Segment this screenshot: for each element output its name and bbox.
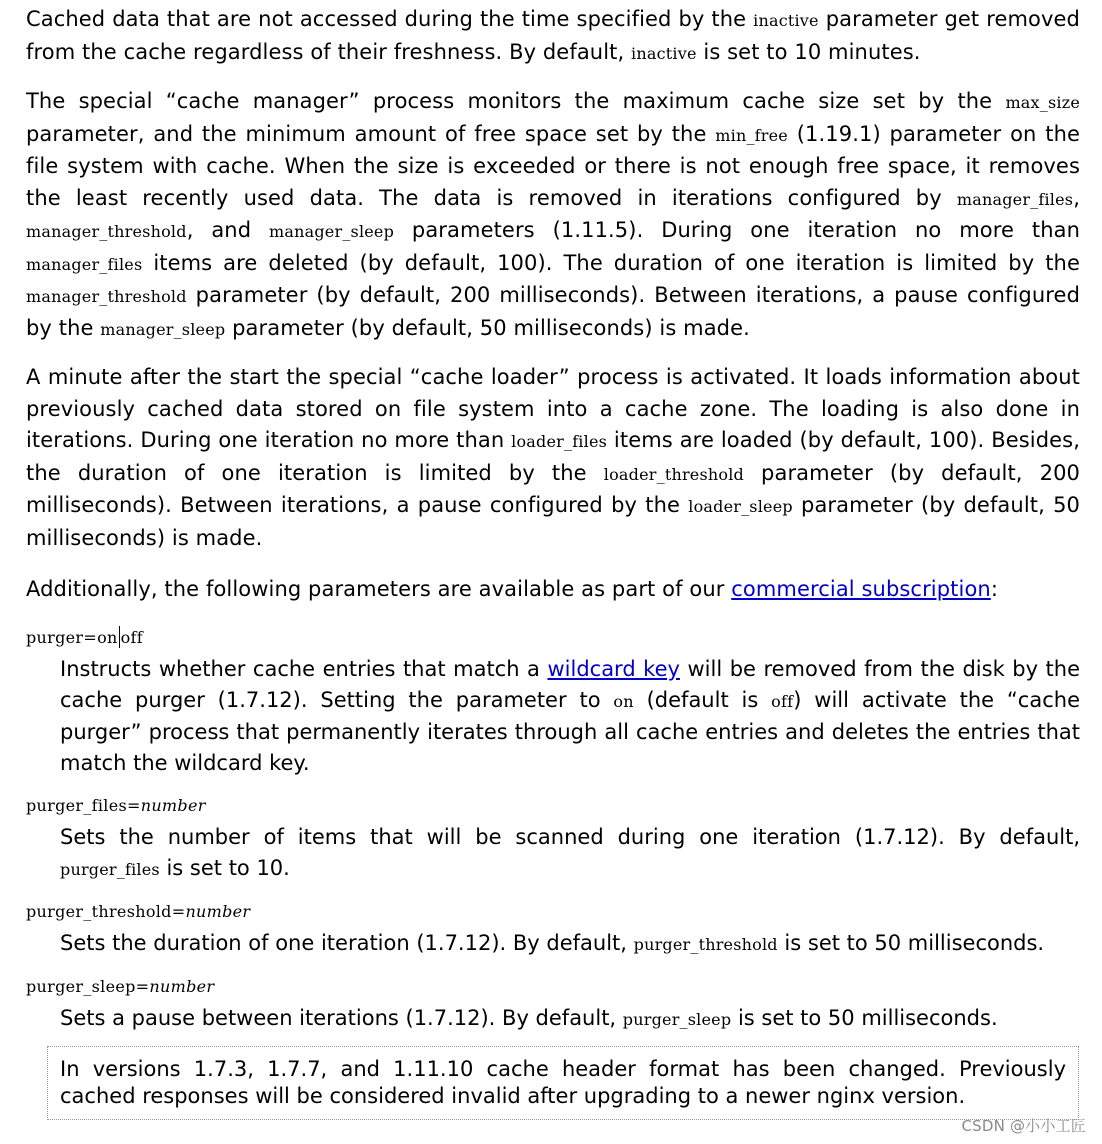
text: Sets the number of items that will be scanned during one iteration (1.7.12). By default, (60, 824, 1080, 849)
code-max-size: max_size (1005, 93, 1080, 112)
text: is set to 50 milliseconds. (731, 1005, 998, 1030)
code-manager-sleep: manager_sleep (269, 222, 395, 241)
text-cursor (119, 626, 120, 648)
text: ) will activate the “cache purger” process that permanently iterates through all cache entries and deletes the entries that match the wildcard key. (60, 687, 1080, 775)
param-name: purger_threshold (26, 901, 172, 921)
param-desc-purger-sleep (60, 1003, 1080, 1035)
param-desc-purger-threshold (60, 928, 1080, 960)
param-name: purger_files (26, 795, 127, 815)
code-purger-threshold: purger_threshold (633, 934, 778, 954)
text: Instructs whether cache entries that match a (60, 656, 548, 681)
param-name: purger_sleep (26, 976, 136, 996)
code-min-free: min_free (715, 125, 788, 145)
code-off: off (771, 691, 794, 711)
text: items are deleted (by default, 100). The duration of one iteration is limited by the (142, 250, 1080, 275)
code-loader-threshold: loader_threshold (603, 464, 744, 484)
text: parameter (by default, 200 milliseconds). Between iterations, a pause configured by the (26, 460, 1080, 517)
param-equals: = (135, 976, 150, 996)
param-equals: = (83, 627, 98, 647)
text: Additionally, the following parameters are available as part of our (26, 577, 732, 601)
param-term-purger-files (26, 794, 1080, 818)
param-term-purger-sleep (26, 975, 1080, 999)
version-note-box: In versions 1.7.3, 1.7.7, and 1.11.10 cache header format has been changed. Previously cached responses will be considered invalid after upgrading to a newer nginx version. (47, 1046, 1079, 1120)
param-desc-purger-files (60, 822, 1080, 885)
param-value-on: on (97, 627, 118, 647)
parameter-list (26, 626, 1080, 1035)
param-term-purger-threshold (26, 900, 1080, 924)
text: Sets the duration of one iteration (1.7.12). By default, (60, 930, 634, 955)
text: parameter, and the minimum amount of free space set by the (26, 121, 716, 146)
text: Cached data that are not accessed during the time specified by the (26, 7, 754, 31)
text: is set to 10. (159, 855, 290, 880)
param-value: number (185, 901, 251, 921)
commercial-subscription-link[interactable]: commercial subscription (731, 577, 991, 601)
text: items are loaded (by default, 100). Besides, the duration of one iteration is limited by the (26, 428, 1080, 485)
param-equals: = (171, 901, 186, 921)
text: : (990, 577, 998, 601)
paragraph-cache-manager (26, 86, 1080, 345)
text: parameters (1.11.5). During one iteration no more than (394, 218, 1080, 242)
code-on: on (613, 691, 634, 711)
code-manager-threshold: manager_threshold (26, 287, 187, 306)
code-purger-files: purger_files (60, 859, 160, 879)
text: A minute after the start the special “cache loader” process is activated. It loads information about previously cached data stored on file system into a cache zone. The loading is also done in iterations. During one iteration no more than (26, 365, 1080, 452)
param-term-purger (26, 626, 1080, 650)
code-manager-files: manager_files (956, 189, 1074, 209)
param-value: number (149, 976, 215, 996)
code-manager-threshold: manager_threshold (26, 222, 187, 241)
param-desc-purger (60, 654, 1080, 779)
code-loader-files: loader_files (511, 432, 608, 451)
paragraph-inactive (26, 4, 1080, 69)
wildcard-key-link[interactable]: wildcard key (547, 656, 680, 681)
text: will be removed from the disk by the cache purger (1.7.12). Setting the parameter to (60, 656, 1081, 712)
code-inactive: inactive (631, 43, 697, 63)
code-inactive: inactive (753, 11, 819, 30)
text: , and (186, 218, 270, 242)
text: parameter (by default, 50 milliseconds) is made. (225, 315, 750, 340)
code-manager-files: manager_files (26, 254, 143, 274)
code-loader-sleep: loader_sleep (688, 497, 793, 516)
paragraph-cache-loader (26, 362, 1080, 554)
paragraph-commercial (26, 574, 1080, 606)
text: is set to 50 milliseconds. (777, 930, 1045, 955)
text: (1.19.1) parameter on the file system with cache. When the size is exceeded or there is not enough free space, it removes the least recently used data. The data is removed in iterations configured by (26, 121, 1080, 210)
document-body (26, 4, 1080, 1053)
param-value: number (140, 795, 206, 815)
text: parameter get removed from the cache regardless of their freshness. By default, (26, 7, 1080, 64)
param-name: purger (26, 627, 84, 647)
text: , (1073, 185, 1080, 210)
text: The special “cache manager” process monitors the maximum cache size set by the (26, 89, 1006, 113)
text: parameter (by default, 200 milliseconds). Between iterations, a pause configured by the (26, 283, 1080, 340)
text: is set to 10 minutes. (696, 39, 921, 64)
text: parameter (by default, 50 milliseconds) is made. (26, 493, 1081, 550)
code-purger-sleep: purger_sleep (622, 1009, 732, 1029)
param-value-off: off (120, 627, 144, 647)
text: Sets a pause between iterations (1.7.12). By default, (60, 1005, 623, 1030)
code-manager-sleep: manager_sleep (100, 319, 226, 339)
param-equals: = (127, 795, 141, 815)
csdn-watermark: CSDN @小小工匠 (961, 1117, 1086, 1135)
text: (default is (633, 687, 772, 712)
